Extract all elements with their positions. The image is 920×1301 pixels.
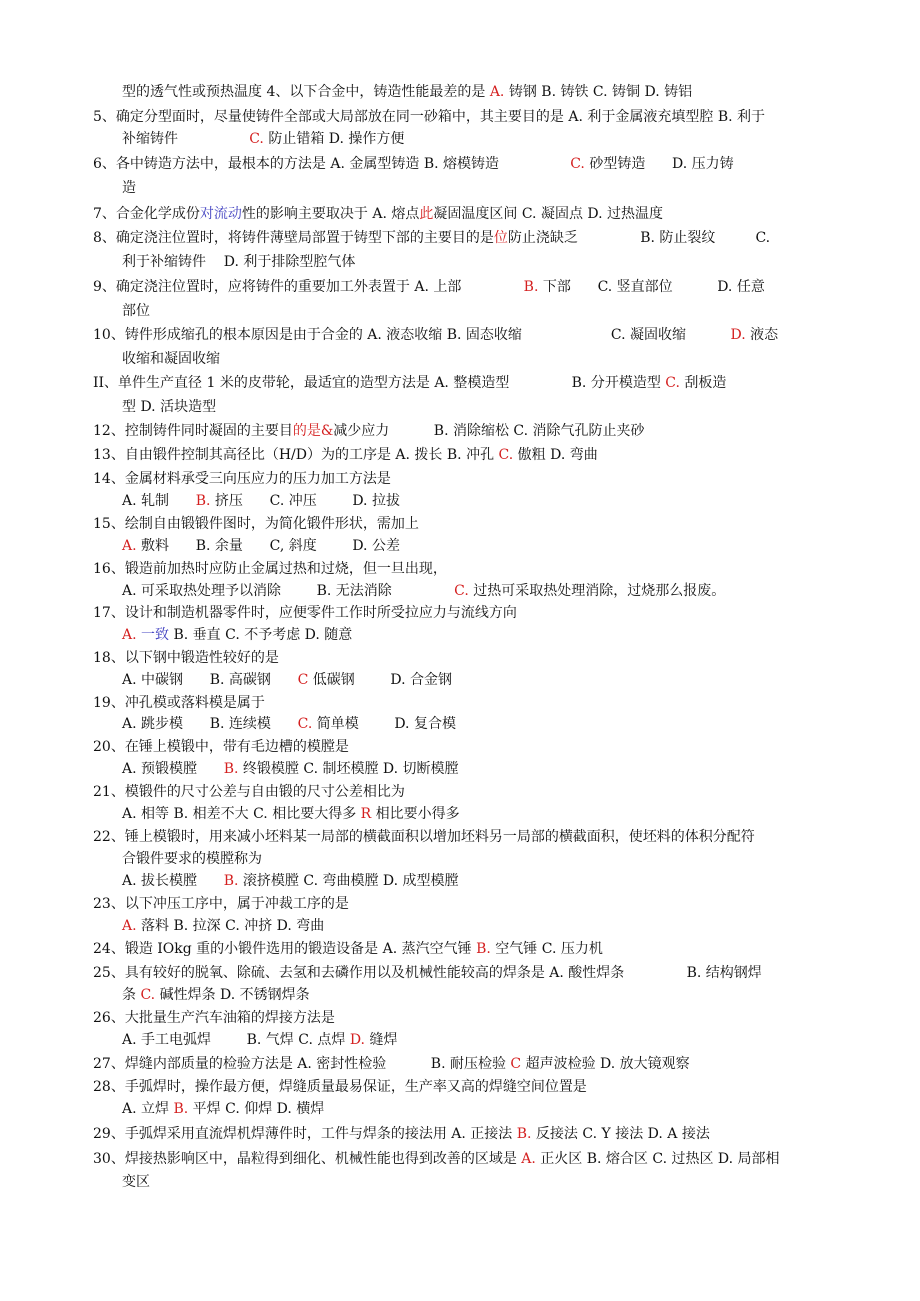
answer-marker: D. bbox=[730, 327, 746, 343]
text-segment: 反接法 C. Y 接法 D. A 接法 bbox=[531, 1126, 710, 1142]
text-line bbox=[122, 178, 136, 198]
text-line bbox=[122, 536, 400, 556]
text-line bbox=[93, 469, 391, 489]
text-segment: 敷料 B. 余量 C, 斜度 D. 公差 bbox=[136, 538, 400, 554]
text-line bbox=[122, 804, 460, 824]
text-segment: 傲粗 D. 弯曲 bbox=[513, 447, 598, 463]
text-segment: 造 bbox=[122, 180, 136, 196]
text-segment: A. 轧制 bbox=[122, 493, 196, 509]
text-line bbox=[93, 514, 419, 534]
text-segment: A. 可采取热处理予以消除 B. 无法消除 bbox=[122, 583, 455, 599]
text-segment: 19、冲孔模或落料模是属于 bbox=[93, 695, 265, 711]
text-segment: 刮板造 bbox=[679, 375, 727, 391]
text-line bbox=[122, 916, 324, 936]
text-line bbox=[122, 759, 459, 779]
answer-marker: A. bbox=[122, 627, 137, 643]
text-segment: 7、合金化学成份 bbox=[93, 206, 200, 222]
text-segment: 部位 bbox=[122, 303, 150, 319]
text-segment: 28、手弧焊时，操作最方便，焊缝质量最易保证，生产率又高的焊缝空间位置是 bbox=[93, 1079, 587, 1095]
text-segment: II、单件生产直径 1 米的皮带轮，最适宜的造型方法是 A. 整模造型 B. 分开模造型 bbox=[93, 375, 666, 391]
text-segment: 型 D. 活块造型 bbox=[122, 399, 217, 415]
text-segment: 合锻件要求的模膛称为 bbox=[122, 851, 262, 867]
answer-marker: 的是& bbox=[292, 423, 334, 439]
text-line bbox=[93, 107, 765, 127]
answer-marker: D. bbox=[349, 1032, 366, 1048]
text-segment: 17、设计和制造机器零件时，应便零件工作时所受拉应力与流线方向 bbox=[93, 605, 517, 621]
text-line bbox=[122, 714, 456, 734]
text-line bbox=[122, 670, 452, 690]
text-line bbox=[122, 1172, 150, 1192]
text-line bbox=[122, 581, 725, 601]
text-line bbox=[93, 782, 405, 802]
text-line bbox=[93, 445, 598, 465]
text-line bbox=[122, 301, 150, 321]
answer-marker: C. bbox=[665, 375, 680, 391]
answer-marker: B. bbox=[223, 873, 239, 889]
text-line bbox=[122, 82, 692, 102]
text-segment: 25、具有较好的脱氧、除硫、去氢和去磷作用以及机械性能较高的焊条是 A. 酸性焊条 B. 结构钢焊 bbox=[93, 965, 762, 981]
text-segment: 收缩和凝固收缩 bbox=[122, 351, 220, 367]
answer-marker: C. bbox=[570, 156, 585, 172]
text-segment: 一致 bbox=[141, 627, 170, 643]
answer-marker: B. bbox=[523, 279, 539, 295]
text-segment: 超声波检验 D. 放大镜观察 bbox=[521, 1056, 690, 1072]
text-segment: 27、焊缝内部质量的检验方法是 A. 密封性检验 B. 耐压检验 bbox=[93, 1056, 511, 1072]
text-segment: 29、手弧焊采用直流焊机焊薄件时，工件与焊条的接法用 A. 正接法 bbox=[93, 1126, 517, 1142]
text-line bbox=[93, 277, 765, 297]
text-segment: 9、确定浇注位置时，应将铸件的重要加工外表置于 A. 上部 bbox=[93, 279, 524, 295]
text-line bbox=[93, 603, 517, 623]
text-segment: A. 中碳钢 B. 高碳钢 bbox=[122, 672, 298, 688]
text-segment: 12、控制铸件同时凝固的主要目 bbox=[93, 423, 293, 439]
text-segment: 21、模锻件的尺寸公差与自由锻的尺寸公差相比为 bbox=[93, 784, 405, 800]
answer-marker: B. bbox=[195, 493, 211, 509]
text-line bbox=[93, 559, 447, 579]
text-segment: 16、锻造前加热时应防止金属过热和过烧，但一旦出现， bbox=[93, 561, 447, 577]
text-segment: A. 立焊 bbox=[122, 1101, 174, 1117]
text-segment: 条 bbox=[122, 987, 141, 1003]
text-segment: A. 手工电弧焊 B. 气焊 C. 点焊 bbox=[122, 1032, 350, 1048]
text-segment: 22、锤上模锻时，用来减小坯料某一局部的横截面积以增加坯料另一局部的横截面积，使坯料的体积分配符 bbox=[93, 829, 755, 845]
text-segment: 落料 B. 拉深 C. 冲挤 D. 弯曲 bbox=[136, 918, 325, 934]
text-line bbox=[122, 397, 216, 417]
answer-marker: C. bbox=[297, 716, 313, 732]
answer-marker: C. bbox=[249, 131, 264, 147]
text-line bbox=[122, 252, 355, 272]
text-segment: 减少应力 B. 消除缩松 C. 消除气孔防止夹砂 bbox=[333, 423, 645, 439]
text-line bbox=[93, 1077, 587, 1097]
text-segment: 相比要小得多 bbox=[371, 806, 460, 822]
text-line bbox=[93, 373, 726, 393]
text-segment: 对流动 bbox=[199, 206, 242, 222]
text-segment: 6、各中铸造方法中，最根本的方法是 A. 金属型铸造 B. 熔模铸造 bbox=[93, 156, 571, 172]
text-line bbox=[122, 1030, 397, 1050]
answer-marker: A. bbox=[122, 918, 137, 934]
text-line bbox=[93, 1054, 690, 1074]
text-segment: 碱性焊条 D. 不锈钢焊条 bbox=[155, 987, 310, 1003]
text-segment: 30、焊接热影响区中，晶粒得到细化、机械性能也得到改善的区域是 bbox=[93, 1151, 522, 1167]
text-line bbox=[93, 204, 663, 224]
answer-marker: B. bbox=[223, 761, 239, 777]
answer-marker: A. bbox=[122, 538, 137, 554]
text-segment: 砂型铸造 D. 压力铸 bbox=[584, 156, 734, 172]
text-segment: 铸钢 B. 铸铁 C. 铸铜 D. 铸铝 bbox=[504, 84, 693, 100]
text-segment: 补缩铸件 bbox=[122, 131, 250, 147]
text-segment: 变区 bbox=[122, 1174, 150, 1190]
text-line bbox=[93, 228, 770, 248]
text-line bbox=[93, 154, 734, 174]
answer-marker: 位 bbox=[493, 230, 508, 246]
answer-marker: 此 bbox=[419, 206, 434, 222]
text-segment: 终锻模膛 C. 制坯模膛 D. 切断模膛 bbox=[238, 761, 459, 777]
text-segment: A. 跳步模 B. 连续模 bbox=[122, 716, 298, 732]
text-segment: 8、确定浇注位置时，将铸件薄壁局部置于铸型下部的主要目的是 bbox=[93, 230, 494, 246]
text-segment: 挤压 C. 冲压 D. 拉拔 bbox=[210, 493, 400, 509]
text-line bbox=[122, 1099, 324, 1119]
text-segment: 23、以下冲压工序中，属于冲裁工序的是 bbox=[93, 896, 349, 912]
text-segment: 低碳钢 D. 合金钢 bbox=[308, 672, 453, 688]
text-segment: 下部 C. 竖直部位 D. 任意 bbox=[538, 279, 765, 295]
text-segment: 过热可采取热处理消除，过烧那么报废。 bbox=[468, 583, 726, 599]
answer-marker: R bbox=[360, 806, 372, 822]
text-segment: A. 相等 B. 相差不大 C. 相比要大得多 bbox=[122, 806, 361, 822]
text-segment: 型的透气性或预热温度 4、以下合金中，铸造性能最差的是 bbox=[122, 84, 490, 100]
text-line bbox=[122, 491, 400, 511]
answer-marker: B. bbox=[516, 1126, 532, 1142]
text-segment: 14、金属材料承受三向压应力的压力加工方法是 bbox=[93, 471, 391, 487]
text-line bbox=[93, 693, 265, 713]
text-segment: 凝固温度区间 C. 凝固点 D. 过热温度 bbox=[433, 206, 664, 222]
text-segment: 10、铸件形成缩孔的根本原因是由于合金的 A. 液态收缩 B. 固态收缩 C. 凝固收缩 bbox=[93, 327, 731, 343]
answer-marker: A. bbox=[489, 84, 505, 100]
text-segment: 简单模 D. 复合模 bbox=[312, 716, 456, 732]
text-segment: A. 拔长模膛 bbox=[122, 873, 224, 889]
text-segment: A. 预锻模膛 bbox=[122, 761, 224, 777]
answer-marker: C bbox=[510, 1056, 522, 1072]
text-segment: B. 垂直 C. 不予考虑 D. 随意 bbox=[169, 627, 353, 643]
text-segment: 5、确定分型面时，尽量使铸件全部或大局部放在同一砂箱中，其主要目的是 A. 利于金属液充填型腔 B. 利于 bbox=[93, 109, 766, 125]
text-line bbox=[93, 894, 349, 914]
text-segment: 正火区 B. 熔合区 C. 过热区 D. 局部相 bbox=[535, 1151, 780, 1167]
text-line bbox=[122, 625, 352, 645]
text-segment: 平焊 C. 仰焊 D. 横焊 bbox=[188, 1101, 325, 1117]
answer-marker: A. bbox=[521, 1151, 536, 1167]
text-line bbox=[122, 985, 310, 1005]
text-segment: 20、在锤上模锻中，带有毛边槽的模膛是 bbox=[93, 739, 349, 755]
text-segment: 液态 bbox=[745, 327, 779, 343]
text-line bbox=[122, 129, 404, 149]
text-line bbox=[93, 421, 645, 441]
text-segment: 13、自由锻件控制其高径比（H/D）为的工序是 A. 拨长 B. 冲孔 bbox=[93, 447, 499, 463]
text-segment: 滚挤模膛 C. 弯曲模膛 D. 成型模膛 bbox=[238, 873, 459, 889]
answer-marker: C. bbox=[140, 987, 156, 1003]
answer-marker: B. bbox=[476, 941, 491, 957]
text-line bbox=[93, 963, 762, 983]
text-segment: 24、锻造 IOkg 重的小锻件选用的锻造设备是 A. 蒸汽空气锤 bbox=[93, 941, 477, 957]
text-segment: 利于补缩铸件 D. 利于排除型腔气体 bbox=[122, 254, 356, 270]
text-segment: 15、绘制自由锻锻件图时，为简化锻件形状，需加上 bbox=[93, 516, 419, 532]
text-line bbox=[93, 939, 603, 959]
text-segment: 防止错箱 D. 操作方便 bbox=[263, 131, 405, 147]
text-segment: 26、大批量生产汽车油箱的焊接方法是 bbox=[93, 1010, 335, 1026]
text-line bbox=[93, 648, 279, 668]
answer-marker: C. bbox=[498, 447, 514, 463]
text-segment: 缝焊 bbox=[365, 1032, 398, 1048]
answer-marker: C. bbox=[454, 583, 469, 599]
text-line bbox=[93, 1008, 335, 1028]
text-line bbox=[122, 849, 262, 869]
text-segment: 性的影响主要取决于 A. 熔点 bbox=[241, 206, 420, 222]
text-line bbox=[93, 827, 755, 847]
text-line bbox=[93, 1149, 780, 1169]
text-line bbox=[122, 871, 459, 891]
text-segment: 防止浇缺乏 B. 防止裂纹 C. bbox=[507, 230, 771, 246]
text-line bbox=[93, 325, 778, 345]
text-line bbox=[93, 737, 349, 757]
text-segment: 空气锤 C. 压力机 bbox=[490, 941, 603, 957]
answer-marker: C bbox=[297, 672, 309, 688]
answer-marker: B. bbox=[173, 1101, 189, 1117]
text-line bbox=[93, 1124, 710, 1144]
text-segment: 18、以下钢中锻造性较好的是 bbox=[93, 650, 279, 666]
text-line bbox=[122, 349, 220, 369]
